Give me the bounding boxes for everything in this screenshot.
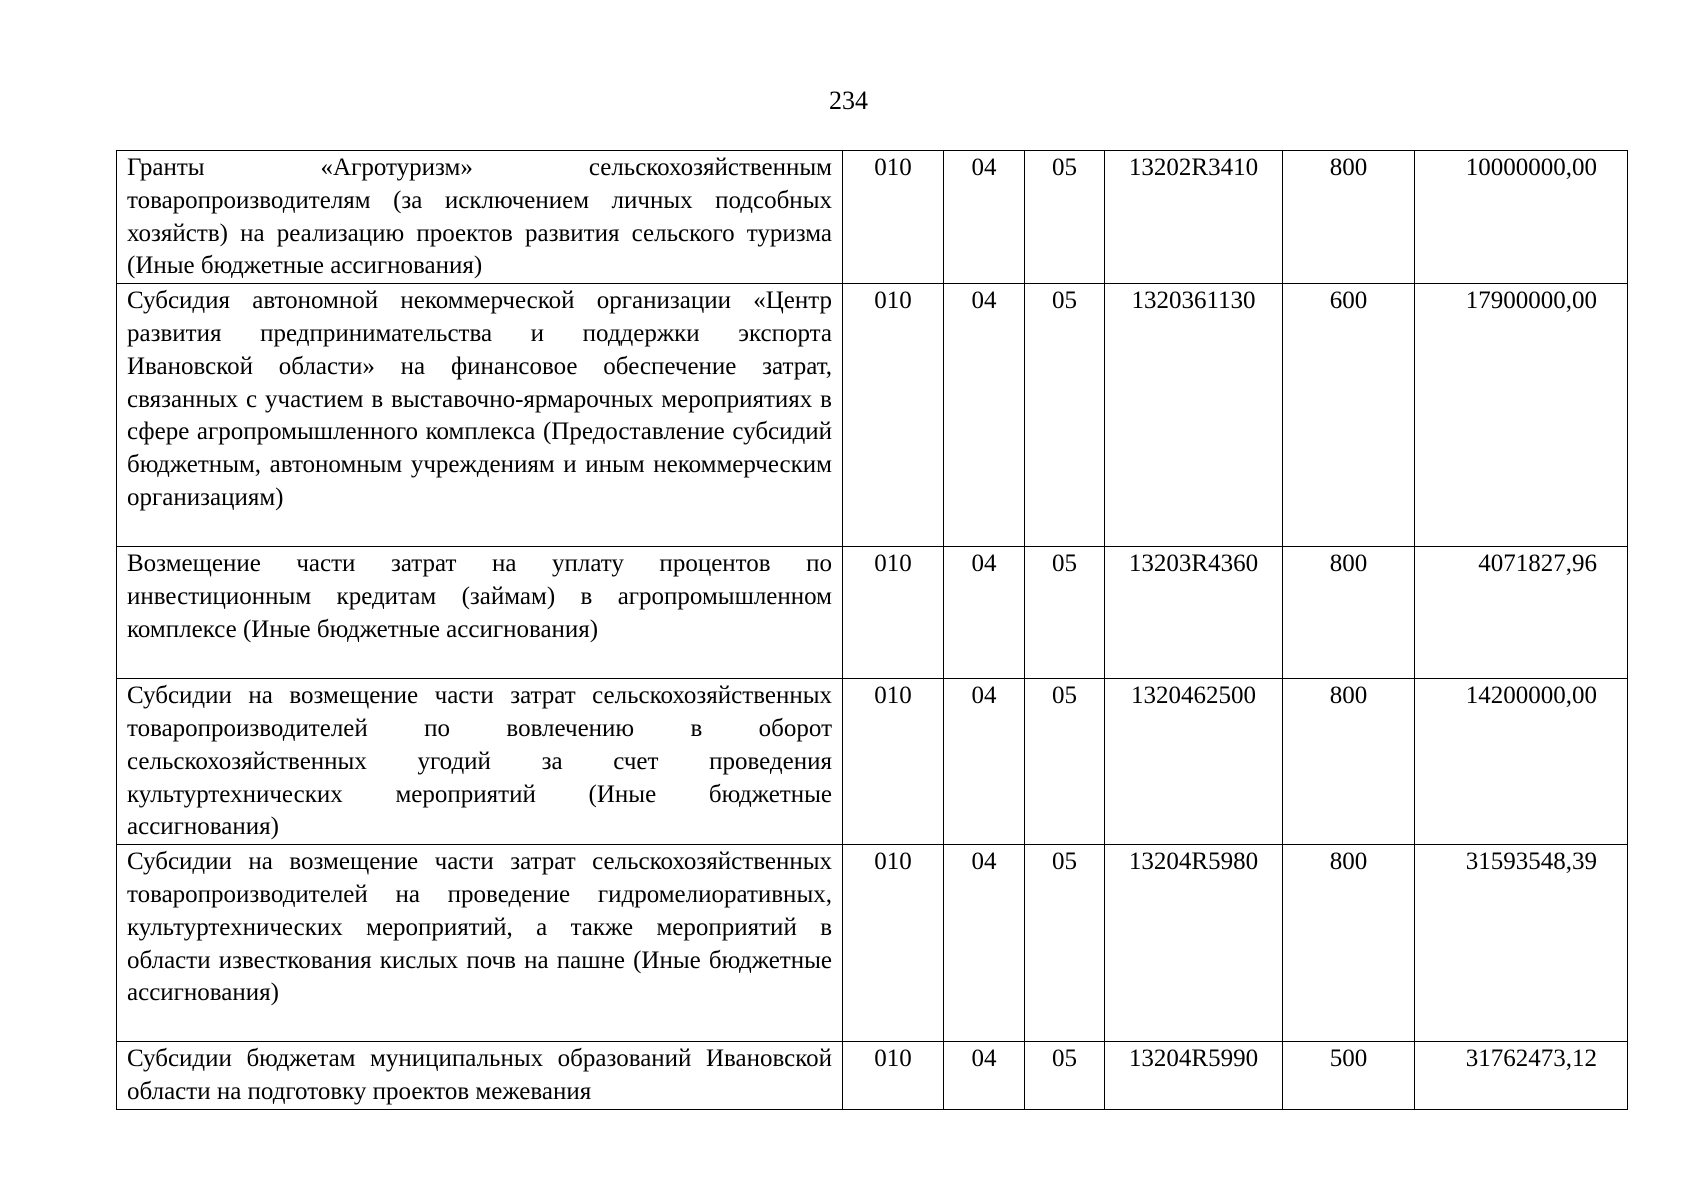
ministry-code: 010 [843,284,944,547]
ministry-code: 010 [843,547,944,679]
expense-type-code: 500 [1283,1042,1415,1110]
subsection-code: 05 [1025,679,1105,845]
subsection-code: 05 [1025,284,1105,547]
expense-description: Субсидии бюджетам муниципальных образований Ивановской области на подготовку проектов межевания [117,1042,843,1110]
table-row [117,1042,1628,1110]
table-row [117,547,1628,679]
page-number: 234 [829,86,868,115]
table-row [117,151,1628,284]
target-article-code: 13204R5980 [1105,845,1283,1042]
subsection-code: 05 [1025,1042,1105,1110]
amount: 31593548,39 [1415,845,1628,1042]
target-article-code: 1320361130 [1105,284,1283,547]
expense-type-code: 600 [1283,284,1415,547]
section-code: 04 [944,679,1025,845]
ministry-code: 010 [843,1042,944,1110]
amount: 14200000,00 [1415,679,1628,845]
target-article-code: 13203R4360 [1105,547,1283,679]
ministry-code: 010 [843,845,944,1042]
subsection-code: 05 [1025,845,1105,1042]
amount: 31762473,12 [1415,1042,1628,1110]
target-article-code: 1320462500 [1105,679,1283,845]
table-row [117,845,1628,1042]
subsection-code: 05 [1025,547,1105,679]
expense-type-code: 800 [1283,151,1415,284]
amount: 10000000,00 [1415,151,1628,284]
ministry-code: 010 [843,151,944,284]
expense-description: Возмещение части затрат на уплату процентов по инвестиционным кредитам (займам) в агропромышленном комплексе (Иные бюджетные ассигнования) [117,547,843,679]
section-code: 04 [944,845,1025,1042]
section-code: 04 [944,547,1025,679]
section-code: 04 [944,1042,1025,1110]
budget-table [116,150,1628,1110]
expense-type-code: 800 [1283,547,1415,679]
amount: 4071827,96 [1415,547,1628,679]
target-article-code: 13204R5990 [1105,1042,1283,1110]
section-code: 04 [944,284,1025,547]
ministry-code: 010 [843,679,944,845]
expense-description: Субсидии на возмещение части затрат сельскохозяйственных товаропроизводителей по вовлечению в оборот сельскохозяйственных угодий за счет проведения культуртехнических мероприятий (Иные бюджетные ассигнования) [117,679,843,845]
table-row [117,679,1628,845]
amount: 17900000,00 [1415,284,1628,547]
section-code: 04 [944,151,1025,284]
expense-description: Субсидии на возмещение части затрат сельскохозяйственных товаропроизводителей на проведение гидромелиоративных, культуртехнических мероприятий, а также мероприятий в области известкования кислых почв на пашне (Иные бюджетные ассигнования) [117,845,843,1042]
expense-type-code: 800 [1283,845,1415,1042]
target-article-code: 13202R3410 [1105,151,1283,284]
table-row [117,284,1628,547]
subsection-code: 05 [1025,151,1105,284]
expense-description: Гранты «Агротуризм» сельскохозяйственным товаропроизводителям (за исключением личных подсобных хозяйств) на реализацию проектов развития сельского туризма (Иные бюджетные ассигнования) [117,151,843,284]
expense-description: Субсидия автономной некоммерческой организации «Центр развития предпринимательства и поддержки экспорта Ивановской области» на финансовое обеспечение затрат, связанных с участием в выставочно-ярмарочных мероприятиях в сфере агропромышленного комплекса (Предоставление субсидий бюджетным, автономным учреждениям и иным некоммерческим организациям) [117,284,843,547]
expense-type-code: 800 [1283,679,1415,845]
